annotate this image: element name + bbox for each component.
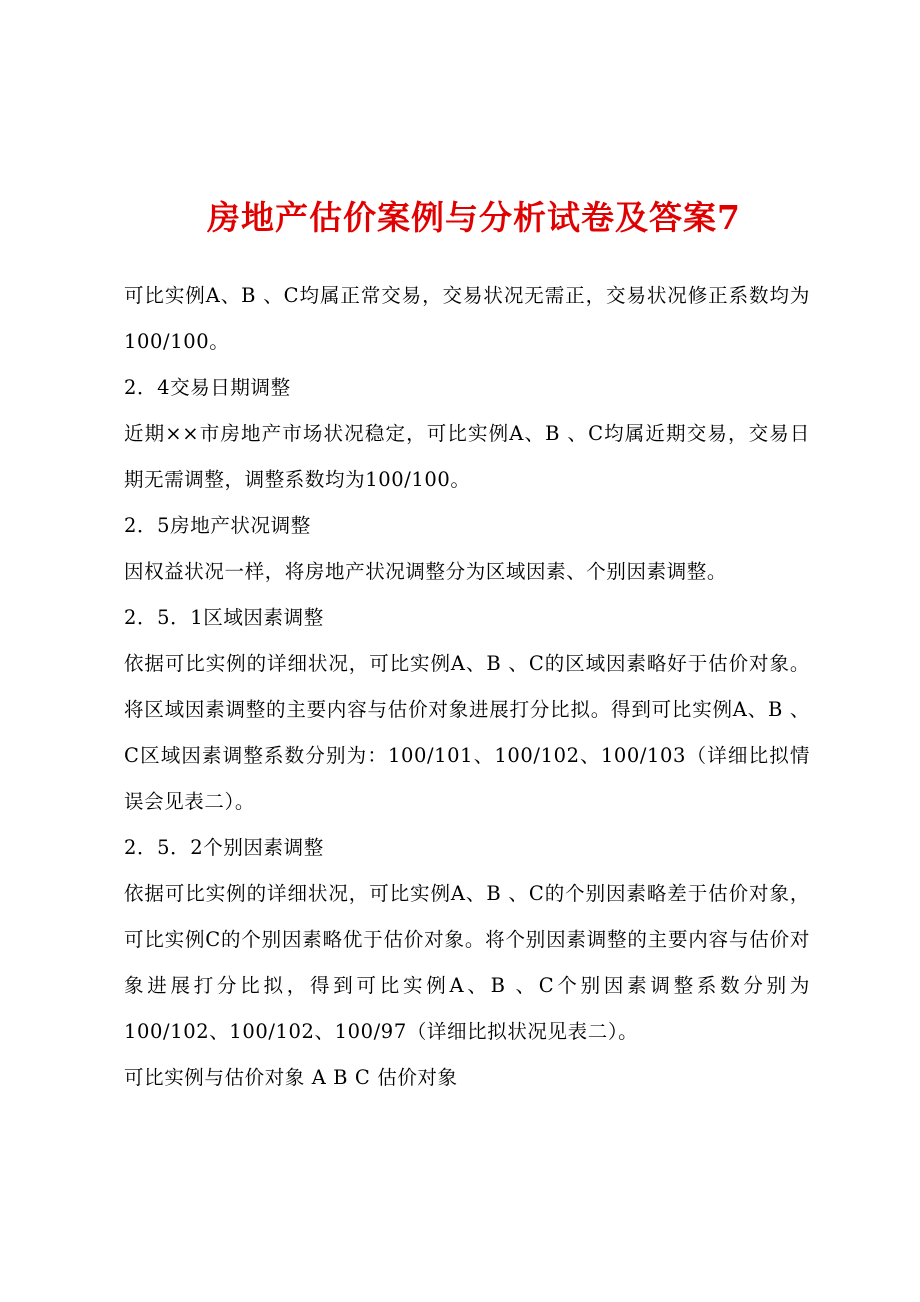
paragraph-table-header: 可比实例与估价对象 A B C 估价对象 — [124, 1066, 458, 1089]
paragraph-property-status: 因权益状况一样，将房地产状况调整分为区域因素、个别因素调整。 — [124, 560, 728, 583]
heading-2-5: 2．5房地产状况调整 — [124, 514, 311, 537]
paragraph-regional-factors: 依据可比实例的详细状况，可比实例A、B 、C的区域因素略好于估价对象。将区域因素调整的主要内容与估价对象进展打分比拟。得到可比实例A、B 、C区域因素调整系数分别为：100/101、100/102、100/103（详细比拟情误会见表二）。 — [124, 652, 810, 813]
heading-2-5-2: 2．5．2个别因素调整 — [124, 836, 324, 859]
paragraph-individual-factors: 依据可比实例的详细状况，可比实例A、B 、C的个别因素略差于估价对象，可比实例C的个别因素略优于估价对象。将个别因素调整的主要内容与估价对象进展打分比拟，得到可比实例A、B 、C个别因素调整系数分别为100/102、100/102、100/97（详细比拟状况见表二）。 — [124, 882, 810, 1043]
heading-2-5-1: 2．5．1区域因素调整 — [124, 606, 324, 629]
paragraph-transaction-date: 近期××市房地产市场状况稳定，可比实例A、B 、C均属近期交易，交易日期无需调整，调整系数均为100/100。 — [124, 422, 810, 491]
document-body — [124, 273, 810, 1101]
heading-2-4: 2．4交易日期调整 — [124, 376, 291, 399]
paragraph-transaction-status: 可比实例A、B 、C均属正常交易，交易状况无需正，交易状况修正系数均为100/100。 — [124, 284, 810, 353]
document-title: 房地产估价案例与分析试卷及答案7 — [207, 198, 741, 237]
